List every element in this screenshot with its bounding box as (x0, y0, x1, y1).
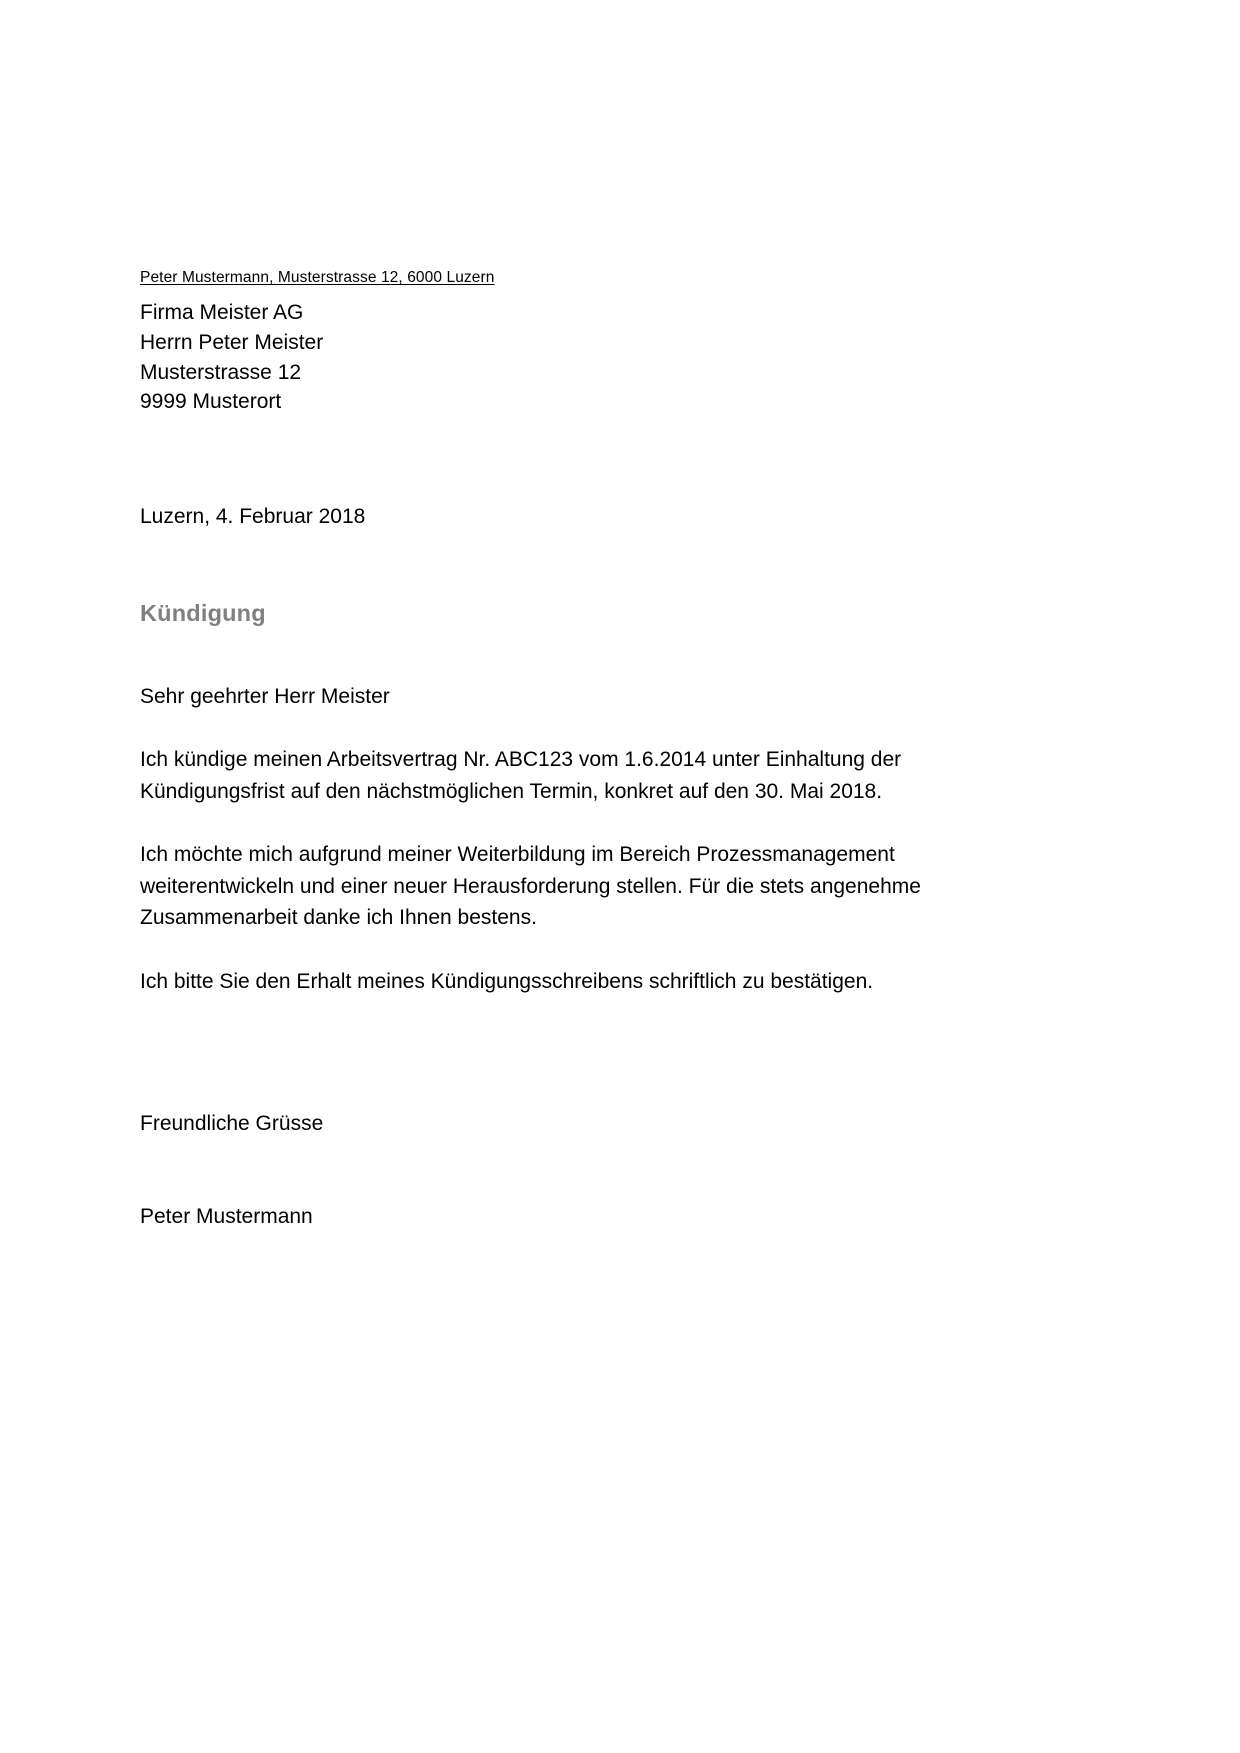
salutation: Sehr geehrter Herr Meister (140, 684, 390, 708)
recipient-address-block (140, 298, 1020, 417)
subject-heading: Kündigung (140, 599, 266, 626)
body-paragraph-3: Ich bitte Sie den Erhalt meines Kündigungsschreibens schriftlich zu bestätigen. (140, 969, 874, 993)
recipient-company: Firma Meister AG (140, 300, 304, 324)
closing-greeting: Freundliche Grüsse (140, 1112, 324, 1136)
sender-return-address: Peter Mustermann, Musterstrasse 12, 6000 Luzern (140, 269, 495, 286)
place-and-date: Luzern, 4. Februar 2018 (140, 505, 366, 529)
recipient-person: Herrn Peter Meister (140, 330, 324, 354)
recipient-city: 9999 Musterort (140, 390, 282, 414)
signature-name: Peter Mustermann (140, 1204, 313, 1228)
body-paragraph-1: Ich kündige meinen Arbeitsvertrag Nr. ABC123 vom 1.6.2014 unter Einhaltung der Kündigungsfrist auf den nächstmöglichen Termin, konkret auf den 30. Mai 2018. (140, 748, 902, 803)
body-paragraph-2: Ich möchte mich aufgrund meiner Weiterbildung im Bereich Prozessmanagement weiterentwickeln und einer neuer Herausforderung stellen. Für die stets angenehme Zusammenarbeit danke ich Ihnen bestens. (140, 843, 921, 930)
letter-body (140, 268, 1020, 1232)
recipient-street: Musterstrasse 12 (140, 360, 302, 384)
